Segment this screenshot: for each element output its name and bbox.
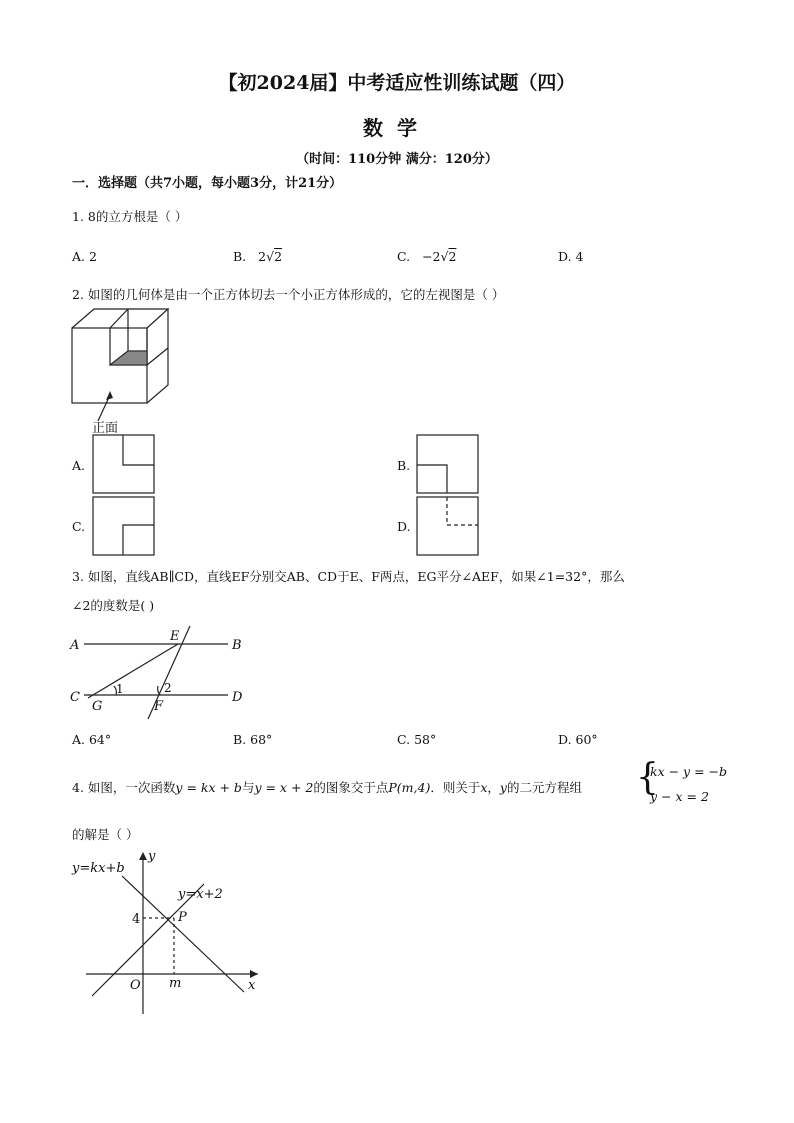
q4-point: P(m,4): [388, 780, 431, 795]
y-axis-arrow: [139, 852, 147, 860]
sqrt-symbol: √: [440, 249, 449, 264]
q2-option-b-label[interactable]: B.: [397, 458, 411, 473]
q1-option-b-radicand: 2: [274, 249, 283, 264]
label-angle-1: 1: [116, 682, 124, 696]
label-g: G: [92, 699, 103, 714]
q3-option-c[interactable]: C. 58°: [397, 732, 437, 747]
q1-option-c-label: C.: [397, 249, 411, 264]
q2-option-c-view[interactable]: [92, 496, 155, 556]
linear-functions-graph: [68, 848, 268, 1016]
q2-option-a-label[interactable]: A.: [72, 458, 86, 473]
q2-option-d-label[interactable]: D.: [397, 519, 411, 534]
subject-title: 数学: [363, 116, 431, 140]
question-3-line1: 3. 如图，直线AB∥CD，直线EF分别交AB、CD于E、F两点，EG平分∠AEF，如果∠1=32°，那么: [72, 569, 625, 584]
label-line-1: y=kx+b: [72, 861, 125, 876]
cube-top-face: [72, 309, 168, 328]
cutout-right-edge: [147, 348, 168, 365]
label-four: 4: [132, 912, 141, 927]
q1-number-value: 8: [87, 209, 96, 224]
label-line-2: y=x+2: [178, 887, 223, 902]
q1-option-a[interactable]: A. 2: [72, 249, 97, 264]
label-a: A: [70, 638, 80, 653]
cube-figure: [70, 305, 180, 435]
q4-function-2: y = x + 2: [254, 780, 314, 795]
front-label: 正面: [92, 421, 119, 436]
q4-var-x: x: [480, 780, 488, 795]
label-origin: O: [130, 978, 141, 993]
q4-text-e: 的二元方程组: [506, 780, 582, 795]
q4-text-d: ．则关于: [430, 780, 481, 795]
q1-stem: 的立方根是（ ）: [95, 209, 188, 224]
q1-option-d[interactable]: D. 4: [558, 249, 584, 264]
q4-sep: ，: [487, 780, 500, 795]
q1-option-c-radicand: 2: [448, 249, 457, 264]
q4-equation-2: y − x = 2: [650, 789, 709, 804]
q3-option-b[interactable]: B. 68°: [233, 732, 273, 747]
system-brace: {: [636, 757, 659, 798]
front-arrow-head: [106, 391, 113, 400]
question-4-line1: [72, 778, 582, 796]
q1-number: 1.: [72, 209, 84, 224]
label-c: C: [70, 690, 80, 705]
label-d: D: [232, 690, 243, 705]
q2-option-b-view[interactable]: [416, 434, 479, 494]
exam-title: 【初2024届】中考适应性训练试题（四）: [218, 72, 576, 94]
x-axis-arrow: [250, 970, 258, 978]
q4-text-a: 4. 如图，一次函数: [72, 780, 176, 795]
q4-var-y: y: [499, 780, 507, 795]
q3-option-a[interactable]: A. 64°: [72, 732, 112, 747]
q2-option-a-view[interactable]: [92, 434, 155, 494]
cutout-top-edge: [110, 309, 128, 328]
q2-option-c-label[interactable]: C.: [72, 519, 86, 534]
label-p: P: [178, 910, 187, 925]
q4-text-c: 的图象交于点: [313, 780, 389, 795]
label-y-axis: y: [148, 849, 156, 864]
q1-option-b-label: B.: [233, 249, 247, 264]
label-b: B: [232, 638, 242, 653]
q4-equation-1: kx − y = −b: [650, 764, 728, 779]
exam-meta: （时间：110分钟 满分：120分）: [296, 152, 498, 167]
q3-option-d[interactable]: D. 60°: [558, 732, 598, 747]
parallel-lines-figure: [68, 622, 258, 722]
q1-option-c[interactable]: [397, 249, 456, 264]
q1-option-b[interactable]: [233, 249, 282, 264]
label-x-axis: x: [248, 978, 256, 993]
question-2: 2. 如图的几何体是由一个正方体切去一个小正方体形成的，它的左视图是（ ）: [72, 287, 505, 302]
label-m: m: [169, 976, 182, 991]
label-e: E: [170, 629, 180, 644]
sqrt-symbol: √: [266, 249, 275, 264]
q2-option-d-view[interactable]: [416, 496, 479, 556]
label-f: F: [154, 699, 164, 714]
question-4-line2: 的解是（ ）: [72, 827, 139, 842]
cutout-shaded-face: [110, 351, 147, 365]
q1-option-b-coef: 2: [258, 249, 267, 264]
angle-2-arc: [158, 686, 160, 695]
question-1: [72, 207, 187, 225]
question-3-line2: ∠2的度数是( ): [72, 598, 155, 613]
q1-option-c-coef: −2: [422, 249, 441, 264]
label-angle-2: 2: [164, 681, 172, 695]
q4-function-1: y = kx + b: [175, 780, 242, 795]
q4-text-b: 与: [241, 780, 255, 795]
section-heading: 一．选择题（共7小题，每小题3分，计21分）: [72, 176, 343, 191]
